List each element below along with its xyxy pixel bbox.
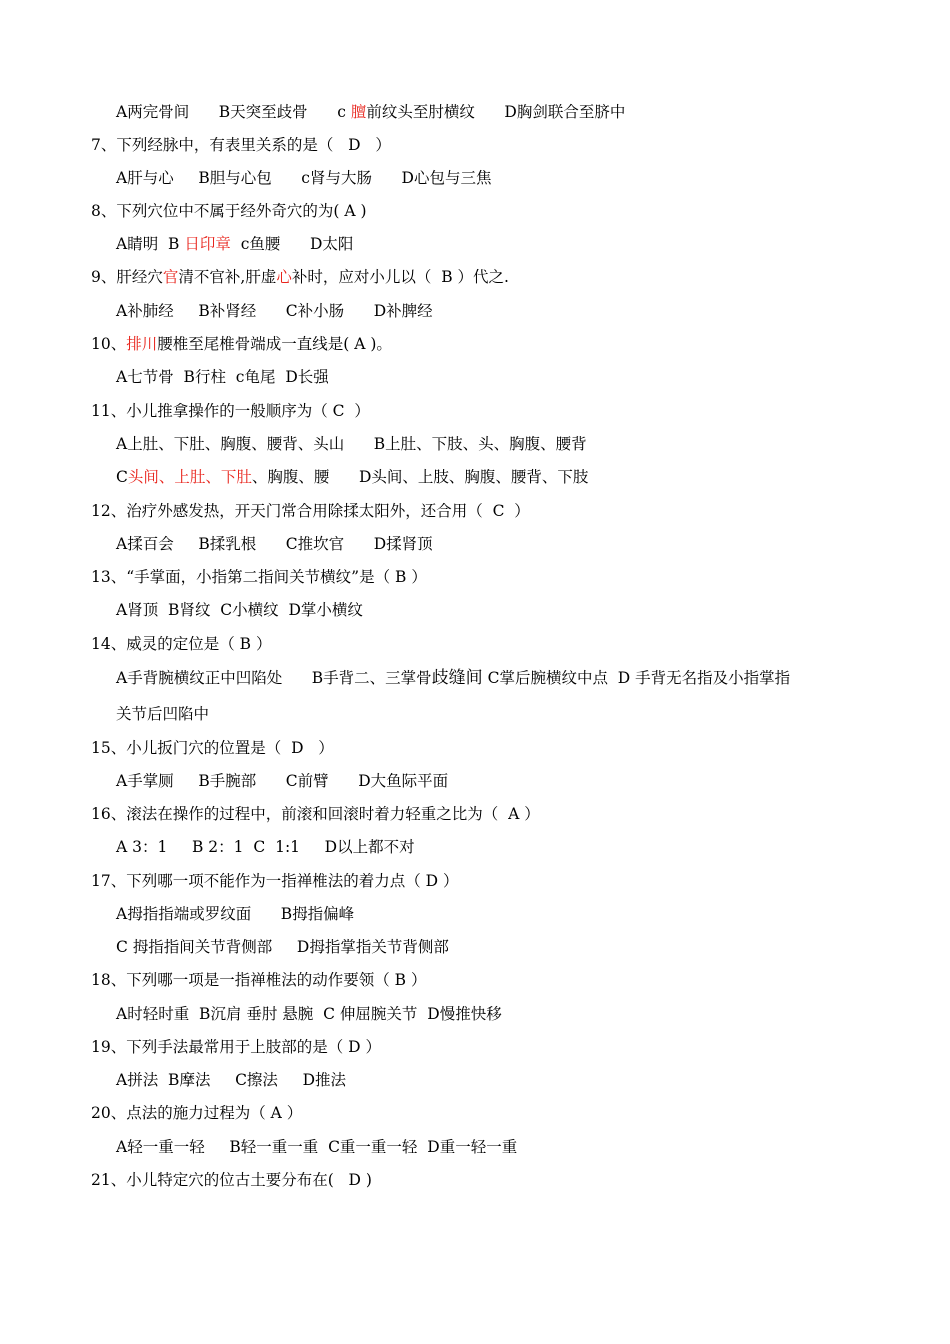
options-line <box>116 770 448 792</box>
text-segment: 关节后凹陷中 <box>116 705 210 723</box>
text-segment: 17、下列哪一项不能作为一指禅椎法的着力点（ D ） <box>91 872 459 890</box>
options-line <box>116 300 433 322</box>
text-segment: 21、小儿特定穴的位古土要分布在( D ) <box>91 1171 372 1189</box>
text-segment: C 拇指指间关节背侧部 D拇指掌指关节背侧部 <box>116 938 449 956</box>
text-segment: 歧缝间 <box>431 668 483 688</box>
text-segment: A睛明 B <box>116 235 185 253</box>
options-line <box>116 1069 346 1091</box>
text-segment: 前纹头至肘横纹 D胸剑联合至脐中 <box>366 103 626 121</box>
question-line <box>91 1169 372 1191</box>
options-line <box>116 1136 517 1158</box>
text-segment: A拼法 B摩法 C擦法 D推法 <box>116 1071 346 1089</box>
text-segment: 8、下列穴位中不属于经外奇穴的为( A ) <box>91 202 367 220</box>
text-segment: 、胸腹、腰 D头间、上肢、胸腹、腰背、下肢 <box>251 468 589 486</box>
text-segment: 12、治疗外感发热，开天门常合用除揉太阳外，还合用（ C ） <box>91 502 530 520</box>
question-line <box>91 266 509 288</box>
text-segment: A七节骨 B行柱 c龟尾 D长强 <box>116 368 329 386</box>
text-segment: A手掌厕 B手腕部 C前臂 D大鱼际平面 <box>116 772 449 790</box>
question-line <box>91 803 540 825</box>
text-segment: 补时，应对小儿以（ B ）代之. <box>291 268 509 286</box>
text-segment: A时轻时重 B沉肩 垂肘 悬腕 C 伸屈腕关节 D慢推快移 <box>116 1005 502 1023</box>
question-line <box>91 870 459 892</box>
highlighted-text: 膻 <box>350 103 367 121</box>
text-segment: 14、威灵的定位是（ B ） <box>91 635 272 653</box>
question-line <box>91 1036 381 1058</box>
options-line <box>116 233 353 255</box>
text-segment: 7、下列经脉中，有表里关系的是（ D ） <box>91 136 391 154</box>
text-segment: 10、 <box>91 335 127 353</box>
options-line <box>116 836 415 858</box>
highlighted-text: 排川 <box>126 335 158 353</box>
text-segment: A拇指指端或罗纹面 B拇指偏峰 <box>116 905 355 923</box>
highlighted-text: 心 <box>276 268 292 286</box>
options-line <box>116 167 491 189</box>
text-segment: A揉百会 B揉乳根 C推坎官 D揉肾顶 <box>116 535 433 553</box>
options-line <box>116 433 587 455</box>
text-segment: 9、肝经穴 <box>91 268 163 286</box>
text-segment: A肾顶 B肾纹 C小横纹 D掌小横纹 <box>116 601 363 619</box>
question-line <box>91 134 391 156</box>
text-segment: A肝与心 B胆与心包 c肾与大肠 D心包与三焦 <box>116 169 492 187</box>
options-line <box>116 101 625 123</box>
question-line <box>91 566 427 588</box>
text-segment: A 3：1 B 2：1 C 1:1 D以上都不对 <box>116 838 415 856</box>
options-line <box>116 667 790 689</box>
text-segment: C掌后腕横纹中点 D 手背无名指及小指掌指 <box>482 669 791 687</box>
text-segment: 19、下列手法最常用于上肢部的是（ D ） <box>91 1038 382 1056</box>
options-line <box>116 936 449 958</box>
text-segment: 15、小儿扳门穴的位置是（ D ） <box>91 739 334 757</box>
question-line <box>91 633 271 655</box>
text-segment: 腰椎至尾椎骨端成一直线是( A )。 <box>157 335 392 353</box>
text-segment: 16、滚法在操作的过程中，前滚和回滚时着力轻重之比为（ A ） <box>91 805 540 823</box>
options-line <box>116 703 209 725</box>
options-line <box>116 533 433 555</box>
options-line <box>116 366 329 388</box>
text-segment: A两完骨间 B天突至歧骨 c <box>116 103 351 121</box>
question-line <box>91 1102 302 1124</box>
options-line <box>116 599 363 621</box>
options-line <box>116 466 588 488</box>
question-line <box>91 500 530 522</box>
text-segment: A手背腕横纹正中凹陷处 B手背二、三掌骨 <box>116 669 432 687</box>
text-segment: 20、点法的施力过程为（ A ） <box>91 1104 303 1122</box>
highlighted-text: 官 <box>162 268 179 286</box>
options-line <box>116 903 354 925</box>
question-line <box>91 200 367 222</box>
text-segment: A补肺经 B补肾经 C补小肠 D补脾经 <box>116 302 433 320</box>
text-segment: 18、下列哪一项是一指禅椎法的动作要领（ B ） <box>91 971 427 989</box>
question-line <box>91 400 370 422</box>
options-line <box>116 1003 502 1025</box>
text-segment: C <box>116 468 128 486</box>
text-segment: A上肚、下肚、胸腹、腰背、头山 B上肚、下肢、头、胸腹、腰背 <box>116 435 587 453</box>
highlighted-text: 日印章 <box>184 235 231 253</box>
text-segment: 13、“手掌面，小指第二指间关节横纹”是（ B ） <box>91 568 427 586</box>
text-segment: A轻一重一轻 B轻一重一重 C重一重一轻 D重一轻一重 <box>116 1138 518 1156</box>
text-segment: 清不官补,肝虚 <box>178 268 277 286</box>
question-line <box>91 333 392 355</box>
question-line <box>91 737 334 759</box>
text-segment: c鱼腰 D太阳 <box>230 235 354 253</box>
text-segment: 11、小儿推拿操作的一般顺序为（ C ） <box>91 402 370 420</box>
question-line <box>91 969 426 991</box>
highlighted-text: 头间、上肚、下肚 <box>127 468 252 486</box>
